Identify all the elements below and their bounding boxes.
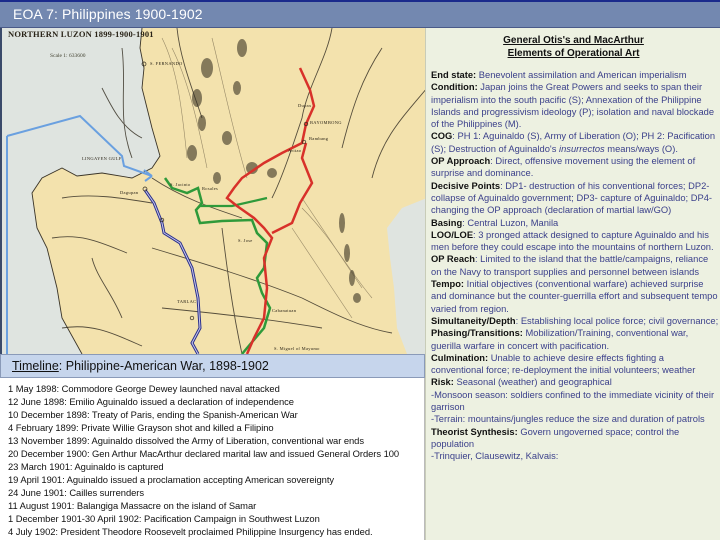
entry-label: Condition: <box>431 82 478 93</box>
entry-op-reach <box>431 253 719 278</box>
map-label-san-jacinto: S. Jacinto <box>170 182 191 187</box>
entry-text: : Establishing local police force; civil governance; <box>515 315 719 326</box>
entry-text-italic: insurrectos <box>559 143 605 154</box>
entry-decisive-points <box>431 180 719 217</box>
entry-text: Seasonal (weather) and geographical <box>453 377 612 388</box>
timeline-item: 10 December 1898: Treaty of Paris, ending the Spanish-American War <box>8 409 298 420</box>
map-northern-luzon <box>0 28 425 354</box>
entry-tempo <box>431 278 719 315</box>
entry-risk-sub1: -Monsoon season: soldiers confined to the immediate vicinity of their garrison <box>431 389 715 413</box>
entry-end-state <box>431 69 719 81</box>
entry-label: Tempo: <box>431 279 465 290</box>
timeline-title-rest: : Philippine-American War, 1898-1902 <box>58 359 269 373</box>
map-title: NORTHERN LUZON 1899-1900-1901 <box>8 29 154 39</box>
entry-cog <box>431 130 719 155</box>
entry-text: Mobilization/Training, conventional war, guerilla warfare in concert with pacification. <box>431 328 689 351</box>
timeline-title-underlined: Timeline <box>12 359 59 373</box>
slide-title-bar <box>0 0 720 28</box>
entry-basing <box>431 217 719 229</box>
map-label-san-fernando: S. FERNANDO <box>150 61 183 66</box>
entry-label: Culmination: <box>431 352 489 363</box>
timeline-item: 12 June 1898: Emilio Aguinaldo issued a declaration of independence <box>8 396 294 407</box>
entry-loo-loe <box>431 229 719 254</box>
operational-art-body <box>431 69 719 463</box>
timeline-item: 1 May 1898: Commodore George Dewey launched naval attacked <box>8 383 280 394</box>
entry-text: : Direct, offensive movement using the element of surprise and dominance. <box>431 156 696 179</box>
entry-label: End state: <box>431 70 477 80</box>
map-label-aritao: Aritao <box>288 148 302 153</box>
operational-art-panel <box>425 28 720 540</box>
entry-text: Unable to achieve desire effects fighting a conventional force; re-deployment the initial volunteers; weather <box>431 352 696 376</box>
map-label-rosales: Rosales <box>202 186 219 191</box>
entry-op-approach <box>431 155 719 180</box>
map-label-dupax: Dupax <box>298 103 312 108</box>
entry-risk <box>431 376 719 388</box>
map-label-dagupan: Dagupan <box>120 190 139 195</box>
entry-label: Risk: <box>431 377 454 388</box>
entry-text: : Central Luzon, Manila <box>462 217 559 228</box>
timeline-item: 23 March 1901: Aguinaldo is captured <box>8 461 164 472</box>
entry-condition <box>431 81 719 130</box>
entry-label: LOO/LOE <box>431 229 474 240</box>
entry-label: COG <box>431 131 453 142</box>
entry-label: Theorist Synthesis: <box>431 426 518 437</box>
timeline-item: 19 April 1901: Aguinaldo issued a proclamation accepting American sovereignty <box>8 474 335 485</box>
entry-culmination <box>431 352 719 377</box>
timeline-header <box>0 354 425 378</box>
timeline-item: 4 July 1902: President Theodore Roosevelt proclaimed Philippine Insurgency has ended. <box>8 526 373 537</box>
entry-risk-sub2: -Terrain: mountains/jungles reduce the size and duration of patrols <box>431 414 705 425</box>
entry-label: Decisive Points <box>431 180 501 191</box>
entry-text: means/ways (O). <box>604 143 678 154</box>
entry-text: Japan joins the Great Powers and seeks to span their imperialism into the south pacific (S); Annexation of the Philippine Islands and progressivism ideology (P); isolation and naval blockade of the Philippines (M). <box>431 82 715 130</box>
entry-text: Govern ungoverned space; control the population <box>431 426 680 449</box>
entry-text: : Limited to the island that the battle/campaigns, reliance on the Navy to transport supplies and personnel between islands <box>431 254 709 277</box>
timeline-item: 4 February 1899: Private Willie Grayson shot and killed a Filipino <box>8 422 274 433</box>
timeline-item: 11 August 1901: Balangiga Massacre on the island of Samar <box>8 500 257 511</box>
operational-art-heading-line2: Elements of Operational Art <box>507 48 640 59</box>
map-label-cabanatuan: Cabanatuan <box>272 308 297 313</box>
map-label-bayombong: BAYOMBONG <box>310 120 342 125</box>
map-graphic <box>2 28 425 354</box>
entry-label: OP Reach <box>431 254 475 265</box>
timeline-item: 20 December 1900: Gen Arthur MacArthur declared marital law and issued General Orders 100 <box>8 448 400 459</box>
operational-art-heading-line1: General Otis's and MacArthur <box>503 35 644 46</box>
timeline-item: 13 November 1899: Aguinaldo dissolved the Army of Liberation, conventional war ends <box>8 435 364 446</box>
map-label-tarlac: TARLAC <box>177 299 197 304</box>
timeline-item: 24 June 1901: Cailles surrenders <box>8 487 144 498</box>
entry-label: Basing <box>431 217 463 228</box>
entry-text: : 3 pronged attack designed to capture Aguinaldo and his men before they could escape into the mountains of northern Luzon. <box>431 229 714 253</box>
entry-phasing-transitions <box>431 327 719 352</box>
entry-theorist-sub1: -Trinquier, Clausewitz, Kalvais: <box>431 451 559 462</box>
map-label-san-jose: S. Jose <box>238 238 253 243</box>
timeline-item: 1 December 1901-30 April 1902: Pacification Campaign in Southwest Luzon <box>8 513 320 524</box>
timeline-list <box>0 378 425 540</box>
entry-theorist-synthesis <box>431 426 719 451</box>
timeline-title <box>12 359 269 373</box>
slide-title: EOA 7: Philippines 1900-1902 <box>13 6 203 22</box>
map-label-lingayen-gulf: LINGAYEN GULF <box>82 156 122 161</box>
entry-simultaneity-depth <box>431 315 719 327</box>
map-label-bambang: Bambang <box>309 136 329 141</box>
entry-text: Benevolent assimilation and American imperialism <box>476 70 687 80</box>
entry-label: Simultaneity/Depth <box>431 315 516 326</box>
map-scale-label: Scale 1: 633600 <box>50 53 86 59</box>
map-label-san-miguel: S. Miguel of Mayumo <box>274 346 320 351</box>
entry-label: Phasing/Transitions: <box>431 328 523 339</box>
entry-text: : DP1- destruction of his conventional forces; DP2- collapse of Aguinaldo government; DP3- capture of Aguinaldo; DP4- changing the OP approach (declaration of martial law/GO) <box>431 180 713 216</box>
entry-label: OP Approach <box>431 156 491 167</box>
entry-text: Initial objectives (conventional warfare) achieved surprise and dominance but the counter-guerrilla effort and subsequent tempo varied from region. <box>431 279 718 314</box>
entry-text: : PH 1: Aguinaldo (S), Army of Liberation (O); PH 2: Pacification (S); Destruction of Aguinaldo's <box>431 131 716 154</box>
